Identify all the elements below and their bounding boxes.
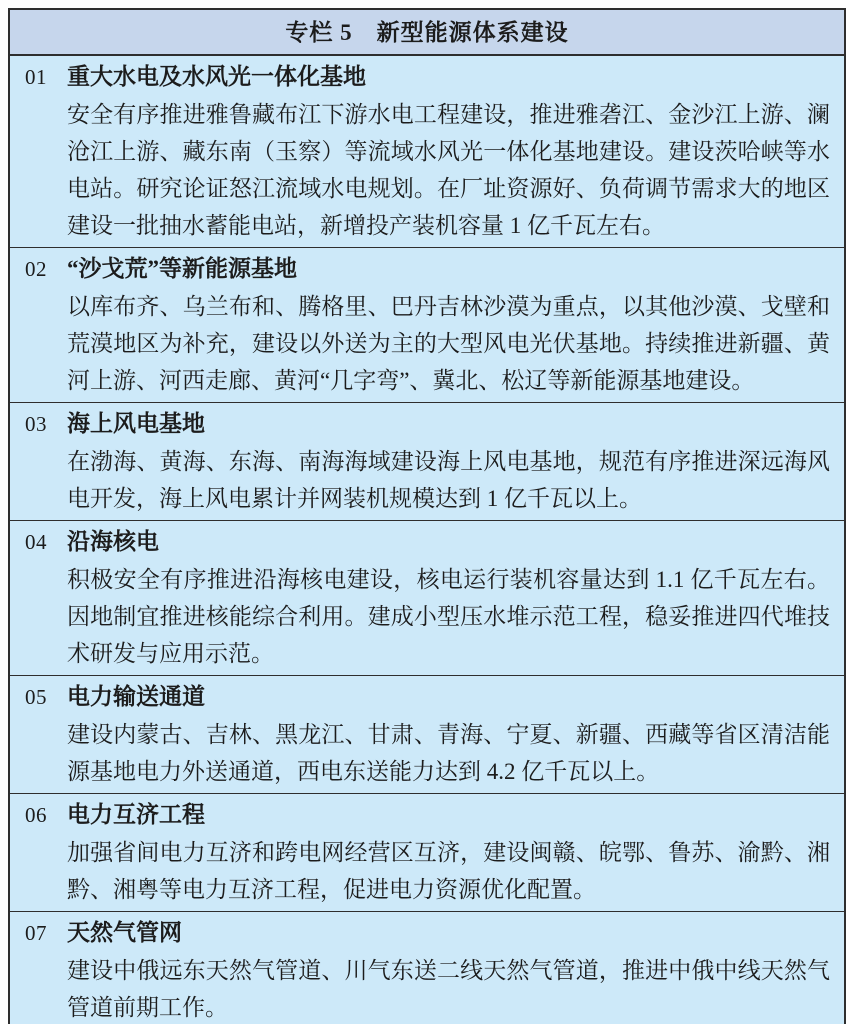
section-body-text: 在渤海、黄海、东海、南海海域建设海上风电基地，规范有序推进深远海风电开发，海上风电累计并网装机规模达到 1 亿千瓦以上。: [67, 449, 830, 511]
section-number: 04: [25, 530, 47, 554]
section-header: [25, 405, 830, 443]
section-heading: “沙戈荒”等新能源基地: [67, 256, 297, 281]
section-number: 01: [25, 65, 47, 89]
section-row: [10, 520, 844, 675]
section-header: [25, 523, 830, 561]
section-body-text: 积极安全有序推进沿海核电建设，核电运行装机容量达到 1.1 亿千瓦左右。因地制宜推进核能综合利用。建成小型压水堆示范工程，稳妥推进四代堆技术研发与应用示范。: [67, 567, 830, 666]
section-heading: 海上风电基地: [67, 411, 205, 436]
section-number: 02: [25, 257, 47, 281]
section-body-text: 以库布齐、乌兰布和、腾格里、巴丹吉林沙漠为重点，以其他沙漠、戈壁和荒漠地区为补充，建设以外送为主的大型风电光伏基地。持续推进新疆、黄河上游、河西走廊、黄河“几字弯”、冀北、松辽等新能源基地建设。: [67, 294, 830, 393]
section-number: 06: [25, 803, 47, 827]
sections-container: [10, 56, 844, 1024]
section-row: [10, 675, 844, 793]
section-heading: 沿海核电: [67, 529, 159, 554]
section-header: [25, 796, 830, 834]
section-heading: 重大水电及水风光一体化基地: [67, 64, 366, 89]
section-body-text: 安全有序推进雅鲁藏布江下游水电工程建设，推进雅砻江、金沙江上游、澜沧江上游、藏东南（玉察）等流域水风光一体化基地建设。建设茨哈峡等水电站。研究论证怒江流域水电规划。在厂址资源好、负荷调节需求大的地区建设一批抽水蓄能电站，新增投产装机容量 1 亿千瓦左右。: [67, 102, 830, 238]
policy-box-table: [8, 8, 846, 1024]
section-row: [10, 402, 844, 520]
section-number: 07: [25, 921, 47, 945]
section-row: [10, 793, 844, 911]
section-body-text: 建设中俄远东天然气管道、川气东送二线天然气管道，推进中俄中线天然气管道前期工作。: [67, 958, 830, 1020]
section-number: 03: [25, 412, 47, 436]
section-row: [10, 56, 844, 247]
section-header: [25, 914, 830, 952]
section-body-text: 加强省间电力互济和跨电网经营区互济，建设闽赣、皖鄂、鲁苏、渝黔、湘黔、湘粤等电力互济工程，促进电力资源优化配置。: [67, 840, 830, 902]
section-header: [25, 678, 830, 716]
box-title: 专栏 5 新型能源体系建设: [10, 10, 844, 56]
section-row: [10, 247, 844, 402]
section-heading: 天然气管网: [67, 920, 182, 945]
section-heading: 电力互济工程: [67, 802, 205, 827]
section-body-text: 建设内蒙古、吉林、黑龙江、甘肃、青海、宁夏、新疆、西藏等省区清洁能源基地电力外送通道，西电东送能力达到 4.2 亿千瓦以上。: [67, 722, 830, 784]
section-header: [25, 250, 830, 288]
section-number: 05: [25, 685, 47, 709]
section-heading: 电力输送通道: [67, 684, 205, 709]
section-header: [25, 58, 830, 96]
section-row: [10, 911, 844, 1024]
